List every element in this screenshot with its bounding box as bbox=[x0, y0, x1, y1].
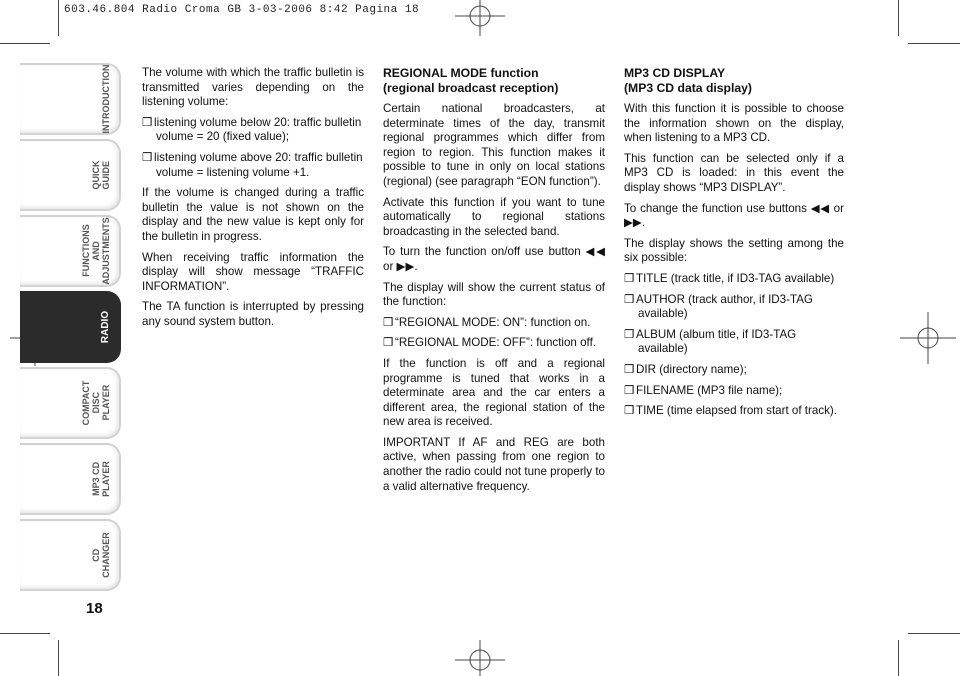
list-item bbox=[624, 404, 844, 419]
tab-label: MP3 CD PLAYER bbox=[91, 461, 111, 497]
tab-label: INTRODUCTION bbox=[101, 64, 111, 134]
list-item bbox=[624, 384, 844, 399]
crop-mark bbox=[0, 633, 50, 634]
list-item-text: listening volume below 20: traffic bulletin volume = 20 (fixed value); bbox=[154, 115, 362, 144]
paragraph: This function can be selected only if a MP3 CD is loaded: in this event the display shows “MP3 DISPLAY”. bbox=[624, 151, 844, 194]
heading-line: (MP3 CD data display) bbox=[624, 81, 752, 95]
crop-mark bbox=[0, 43, 50, 44]
heading-line: (regional broadcast reception) bbox=[383, 81, 559, 95]
tab-label: FUNCTIONS AND ADJUSTMENTS bbox=[81, 217, 111, 285]
list-item bbox=[383, 336, 605, 351]
registration-mark-icon bbox=[455, 640, 505, 676]
crop-mark bbox=[898, 0, 899, 36]
list-item bbox=[142, 151, 364, 180]
column-traffic-bulletin bbox=[142, 66, 364, 336]
heading-line: REGIONAL MODE bbox=[383, 66, 488, 80]
paragraph: If the function is off and a regional programme is tuned that works in a determinate area and the car enters a different area, the regional station of the new area is received. bbox=[383, 356, 605, 429]
checkbox-bullet-icon: ❒ bbox=[624, 327, 635, 341]
section-heading bbox=[383, 66, 605, 96]
paragraph: The volume with which the traffic bulletin is transmitted varies depending on the listening volume: bbox=[142, 66, 364, 109]
list-item-text: “REGIONAL MODE: ON”: function on. bbox=[395, 315, 591, 329]
list-item bbox=[624, 293, 844, 322]
section-heading bbox=[624, 66, 844, 96]
checkbox-bullet-icon: ❒ bbox=[142, 150, 153, 164]
tab-label: COMPACT DISC PLAYER bbox=[81, 380, 111, 426]
tab-cd-changer[interactable] bbox=[20, 519, 121, 591]
checkbox-bullet-icon: ❒ bbox=[624, 271, 635, 285]
tab-functions-adjustments[interactable] bbox=[20, 215, 121, 287]
page-number: 18 bbox=[86, 600, 103, 617]
paragraph: To turn the function on/off use button ◀◀ or ▶▶. bbox=[383, 245, 605, 273]
paragraph: The display will show the current status of the function: bbox=[383, 280, 605, 309]
list-item bbox=[624, 363, 844, 378]
registration-mark-icon bbox=[900, 312, 956, 364]
list-item bbox=[383, 316, 605, 331]
paragraph: If the volume is changed during a traffic bulletin the value is not shown on the display and the new value is kept only for the bulletin in progress. bbox=[142, 186, 364, 243]
list-item-text: DIR (directory name); bbox=[636, 362, 747, 376]
paragraph: With this function it is possible to choose the information shown on the display, when listening to a MP3 CD. bbox=[624, 102, 844, 145]
checkbox-bullet-icon: ❒ bbox=[624, 383, 635, 397]
list-item bbox=[142, 116, 364, 145]
paragraph: Activate this function if you want to tune automatically to regional stations broadcasting in the selected band. bbox=[383, 195, 605, 238]
heading-line: function bbox=[487, 66, 539, 80]
tab-introduction[interactable] bbox=[20, 63, 121, 135]
paragraph: When receiving traffic information the display will show message “TRAFFIC INFORMATION”. bbox=[142, 250, 364, 293]
list-item-text: AUTHOR (track author, if ID3-TAG available) bbox=[636, 292, 813, 321]
checkbox-bullet-icon: ❒ bbox=[624, 292, 635, 306]
checkbox-bullet-icon: ❒ bbox=[383, 336, 394, 350]
tab-radio[interactable] bbox=[20, 291, 121, 363]
paragraph: The TA function is interrupted by pressing any sound system button. bbox=[142, 300, 364, 328]
list-item bbox=[624, 328, 844, 357]
checkbox-bullet-icon: ❒ bbox=[383, 315, 394, 329]
list-item-text: TITLE (track title, if ID3-TAG available) bbox=[636, 271, 835, 285]
list-item-text: ALBUM (album title, if ID3-TAG available) bbox=[636, 327, 797, 356]
section-tabs bbox=[20, 63, 121, 595]
tab-compact-disc-player[interactable] bbox=[20, 367, 121, 439]
paragraph: To change the function use buttons ◀◀ or ▶▶. bbox=[624, 201, 844, 230]
list-item-text: FILENAME (MP3 file name); bbox=[636, 383, 783, 397]
crop-mark bbox=[898, 640, 899, 676]
crop-mark bbox=[58, 640, 59, 676]
list-item-text: TIME (time elapsed from start of track). bbox=[636, 404, 838, 418]
tab-label: QUICK GUIDE bbox=[91, 160, 111, 190]
crop-mark bbox=[908, 43, 960, 44]
tab-quick-guide[interactable] bbox=[20, 139, 121, 211]
registration-mark-icon bbox=[455, 0, 505, 36]
checkbox-bullet-icon: ❒ bbox=[624, 404, 635, 418]
paragraph: Certain national broadcasters, at determinate times of the day, transmit regional programmes which differ from region to region. This function makes it possible to tune in only on local stations (regional) (see paragraph “EON function”). bbox=[383, 102, 605, 188]
tab-mp3-cd-player[interactable] bbox=[20, 443, 121, 515]
column-regional-mode bbox=[383, 66, 605, 500]
checkbox-bullet-icon: ❒ bbox=[624, 362, 635, 376]
list-item bbox=[624, 272, 844, 287]
column-mp3-cd-display bbox=[624, 66, 844, 425]
crop-mark bbox=[58, 0, 59, 36]
paragraph: The display shows the setting among the six possible: bbox=[624, 236, 844, 265]
tab-label: RADIO bbox=[100, 310, 111, 344]
print-header: 603.46.804 Radio Croma GB 3-03-2006 8:42 Pagina 18 bbox=[64, 4, 420, 16]
crop-mark bbox=[908, 633, 960, 634]
list-item-text: listening volume above 20: traffic bulletin volume = listening volume +1. bbox=[154, 150, 363, 179]
tab-label: CD CHANGER bbox=[91, 532, 111, 578]
heading-line: MP3 CD DISPLAY bbox=[624, 66, 726, 80]
paragraph: IMPORTANT If AF and REG are both active, when passing from one region to another the radio could not tune properly to a valid alternative frequency. bbox=[383, 435, 605, 493]
list-item-text: “REGIONAL MODE: OFF”: function off. bbox=[395, 336, 597, 350]
checkbox-bullet-icon: ❒ bbox=[142, 115, 153, 129]
